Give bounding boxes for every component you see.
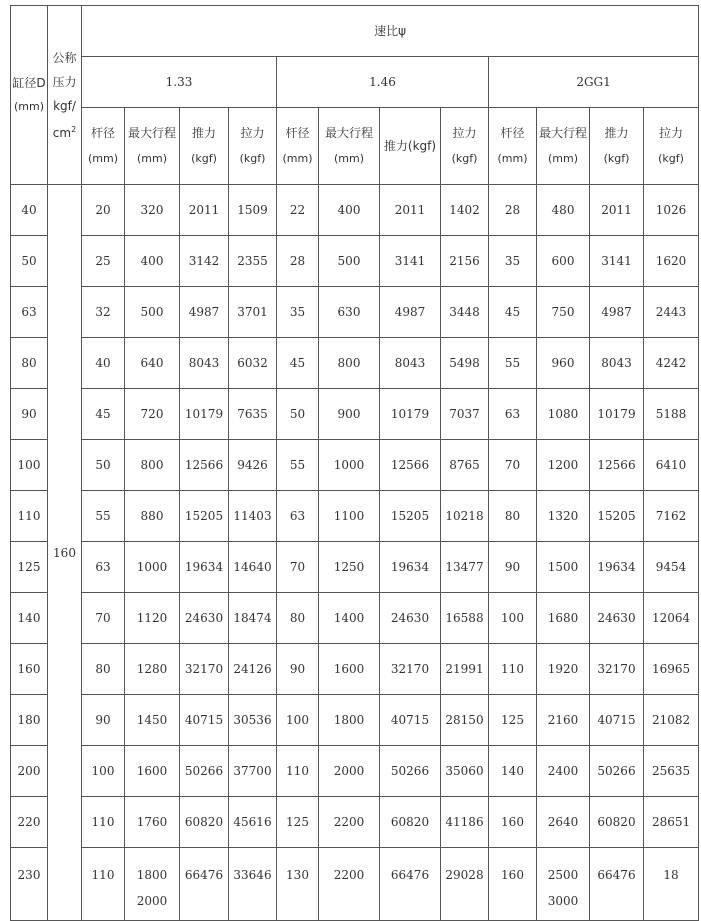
table-row	[11, 287, 699, 338]
value-cell: 50	[277, 389, 319, 440]
value-cell: 7037	[441, 389, 489, 440]
value-text-extra: 3000	[547, 894, 579, 908]
value-cell: 30536	[229, 695, 277, 746]
value-cell: 4987	[180, 287, 229, 338]
value-cell: 4242	[644, 338, 699, 389]
value-cell: 40	[82, 338, 125, 389]
value-cell: 35	[489, 236, 537, 287]
table-row	[11, 236, 699, 287]
value-cell: 28	[489, 185, 537, 236]
value-text: 160	[501, 868, 524, 882]
value-cell: 20	[82, 185, 125, 236]
value-cell: 41186	[441, 797, 489, 848]
col-header-unit: (kgf)	[239, 152, 266, 165]
value-cell: 28	[277, 236, 319, 287]
value-cell: 15205	[180, 491, 229, 542]
value-cell: 40715	[380, 695, 441, 746]
table-row	[11, 542, 699, 593]
value-cell: 110	[82, 797, 125, 848]
value-cell: 19634	[180, 542, 229, 593]
value-cell: 80	[82, 644, 125, 695]
value-cell: 90	[82, 695, 125, 746]
value-cell: 1800	[319, 695, 380, 746]
value-cell: 7162	[644, 491, 699, 542]
value-cell: 960	[537, 338, 590, 389]
value-cell: 70	[82, 593, 125, 644]
value-cell: 35	[277, 287, 319, 338]
value-cell	[380, 848, 441, 921]
ratio-header-3: 2GG1	[489, 57, 699, 108]
bore-unit: (mm)	[13, 100, 44, 113]
bore-cell: 230	[11, 848, 48, 921]
value-cell: 6032	[229, 338, 277, 389]
value-cell: 1620	[644, 236, 699, 287]
value-cell: 1080	[537, 389, 590, 440]
bore-cell: 40	[11, 185, 48, 236]
value-cell: 2011	[380, 185, 441, 236]
value-cell: 13477	[441, 542, 489, 593]
value-cell: 3141	[380, 236, 441, 287]
value-cell: 500	[125, 287, 180, 338]
bore-cell: 50	[11, 236, 48, 287]
value-text: 2500	[547, 868, 579, 882]
col-header-pull-force	[644, 108, 699, 185]
bore-cell: 90	[11, 389, 48, 440]
value-cell: 24630	[380, 593, 441, 644]
cylinder-spec-table	[10, 5, 699, 921]
col-header-push-force	[380, 108, 441, 185]
value-cell: 50	[82, 440, 125, 491]
value-cell: 1920	[537, 644, 590, 695]
table-row	[11, 593, 699, 644]
value-cell: 110	[277, 746, 319, 797]
value-cell: 720	[125, 389, 180, 440]
value-cell: 2640	[537, 797, 590, 848]
value-cell	[180, 848, 229, 921]
col-header-unit: (mm)	[333, 152, 364, 165]
value-cell: 2200	[319, 797, 380, 848]
value-cell: 12566	[180, 440, 229, 491]
col-header-label: 最大行程	[324, 126, 373, 140]
value-cell: 21991	[441, 644, 489, 695]
bore-cell: 220	[11, 797, 48, 848]
value-cell: 8043	[590, 338, 644, 389]
value-cell: 160	[489, 797, 537, 848]
value-cell: 2156	[441, 236, 489, 287]
col-header-pull-force	[441, 108, 489, 185]
value-cell: 32	[82, 287, 125, 338]
value-cell	[125, 848, 180, 921]
pressure-label-line3: kgf/	[53, 98, 76, 113]
pressure-cell: 160	[48, 185, 82, 921]
value-cell: 100	[82, 746, 125, 797]
col-header-label: 最大行程	[538, 126, 587, 140]
value-cell	[644, 848, 699, 921]
value-cell: 19634	[380, 542, 441, 593]
col-header-unit: (kgf)	[451, 152, 478, 165]
value-cell: 1402	[441, 185, 489, 236]
value-cell: 1760	[125, 797, 180, 848]
value-cell: 10179	[590, 389, 644, 440]
value-text: 110	[91, 868, 115, 882]
value-cell	[82, 848, 125, 921]
value-cell: 12566	[590, 440, 644, 491]
value-cell	[489, 848, 537, 921]
pressure-label-line4: $cm^2$	[52, 124, 77, 140]
table-row	[11, 491, 699, 542]
table-row	[11, 848, 699, 921]
value-text: 66476	[184, 868, 224, 882]
value-cell: 100	[277, 695, 319, 746]
value-cell: 50266	[180, 746, 229, 797]
value-cell: 2011	[180, 185, 229, 236]
value-text: 2200	[333, 868, 365, 882]
value-cell: 21082	[644, 695, 699, 746]
value-cell: 2400	[537, 746, 590, 797]
value-cell: 125	[277, 797, 319, 848]
value-cell: 1120	[125, 593, 180, 644]
col-header-rod-dia	[489, 108, 537, 185]
value-cell: 900	[319, 389, 380, 440]
value-cell: 2000	[319, 746, 380, 797]
value-cell: 80	[277, 593, 319, 644]
value-cell: 7635	[229, 389, 277, 440]
value-cell: 1509	[229, 185, 277, 236]
value-cell: 45616	[229, 797, 277, 848]
value-text: 1800	[136, 868, 168, 882]
table-row	[11, 695, 699, 746]
value-cell: 480	[537, 185, 590, 236]
value-cell: 600	[537, 236, 590, 287]
value-cell: 2355	[229, 236, 277, 287]
value-cell: 1400	[319, 593, 380, 644]
bore-label: 缸径D	[12, 76, 46, 90]
col-header-unit: (mm)	[136, 152, 167, 165]
value-cell: 9426	[229, 440, 277, 491]
value-cell: 16965	[644, 644, 699, 695]
value-cell: 80	[489, 491, 537, 542]
col-header-label: 拉力	[452, 126, 477, 140]
col-header-unit: (mm)	[87, 152, 118, 165]
value-cell: 4987	[380, 287, 441, 338]
value-cell: 8043	[180, 338, 229, 389]
ratio-header-2: 1.46	[277, 57, 489, 108]
bore-cell: 125	[11, 542, 48, 593]
value-text: 29028	[445, 868, 484, 882]
value-cell: 16588	[441, 593, 489, 644]
col-header-label: 推力	[191, 126, 216, 140]
value-cell: 1000	[125, 542, 180, 593]
value-cell: 70	[277, 542, 319, 593]
value-cell: 32170	[590, 644, 644, 695]
col-header-label: 推力	[604, 126, 629, 140]
value-cell: 3141	[590, 236, 644, 287]
value-cell: 18474	[229, 593, 277, 644]
value-cell: 15205	[590, 491, 644, 542]
value-cell: 63	[277, 491, 319, 542]
col-header-rod-dia	[277, 108, 319, 185]
value-cell: 1280	[125, 644, 180, 695]
col-header-push-force	[180, 108, 229, 185]
col-header-label: 拉力	[240, 126, 265, 140]
value-text: 33646	[233, 868, 272, 882]
value-cell: 37700	[229, 746, 277, 797]
value-text: 66476	[597, 868, 636, 882]
value-cell: 800	[125, 440, 180, 491]
bore-cell: 200	[11, 746, 48, 797]
value-cell: 1600	[319, 644, 380, 695]
value-cell: 32170	[380, 644, 441, 695]
value-cell: 2160	[537, 695, 590, 746]
value-cell: 1026	[644, 185, 699, 236]
value-cell: 10179	[180, 389, 229, 440]
col-header-max-stroke	[125, 108, 180, 185]
value-cell: 45	[489, 287, 537, 338]
col-header-label: 杆径	[90, 126, 115, 140]
value-text: 66476	[390, 868, 430, 882]
col-header-unit: (kgf)	[658, 152, 684, 165]
value-cell: 400	[319, 185, 380, 236]
value-cell: 90	[489, 542, 537, 593]
bore-cell: 160	[11, 644, 48, 695]
value-cell: 630	[319, 287, 380, 338]
bore-cell: 63	[11, 287, 48, 338]
value-cell: 35060	[441, 746, 489, 797]
value-cell	[537, 848, 590, 921]
value-cell: 63	[489, 389, 537, 440]
ratio-header-1: 1.33	[82, 57, 277, 108]
value-cell: 1320	[537, 491, 590, 542]
value-cell: 8043	[380, 338, 441, 389]
value-cell: 60820	[380, 797, 441, 848]
value-cell: 3142	[180, 236, 229, 287]
value-cell: 45	[277, 338, 319, 389]
value-cell: 9454	[644, 542, 699, 593]
value-cell: 100	[489, 593, 537, 644]
value-cell: 12566	[380, 440, 441, 491]
value-cell: 1000	[319, 440, 380, 491]
value-cell: 12064	[644, 593, 699, 644]
value-cell: 25	[82, 236, 125, 287]
col-header-label: 最大行程	[127, 126, 176, 140]
value-cell: 400	[125, 236, 180, 287]
bore-cell: 100	[11, 440, 48, 491]
value-cell: 63	[82, 542, 125, 593]
value-cell: 60820	[180, 797, 229, 848]
value-cell: 2443	[644, 287, 699, 338]
table-row	[11, 389, 699, 440]
value-cell: 1450	[125, 695, 180, 746]
value-cell: 10218	[441, 491, 489, 542]
value-cell: 28150	[441, 695, 489, 746]
bore-header	[11, 6, 48, 185]
value-cell	[441, 848, 489, 921]
pressure-label-line2: 压力	[52, 74, 77, 89]
col-header-max-stroke	[319, 108, 380, 185]
value-cell: 2011	[590, 185, 644, 236]
value-cell: 14640	[229, 542, 277, 593]
value-cell: 500	[319, 236, 380, 287]
value-cell: 5188	[644, 389, 699, 440]
value-cell: 5498	[441, 338, 489, 389]
value-cell: 11403	[229, 491, 277, 542]
value-cell: 24630	[180, 593, 229, 644]
value-cell: 140	[489, 746, 537, 797]
col-header-label: 杆径	[285, 126, 310, 140]
value-cell: 50266	[380, 746, 441, 797]
table-row	[11, 797, 699, 848]
value-cell: 32170	[180, 644, 229, 695]
value-cell: 880	[125, 491, 180, 542]
value-cell: 1100	[319, 491, 380, 542]
value-cell	[277, 848, 319, 921]
value-cell: 6410	[644, 440, 699, 491]
pressure-label-line1: 公称	[52, 50, 77, 65]
value-cell: 45	[82, 389, 125, 440]
value-cell	[590, 848, 644, 921]
value-cell: 125	[489, 695, 537, 746]
col-header-unit: (kgf)	[603, 152, 630, 165]
col-header-max-stroke	[537, 108, 590, 185]
value-cell: 90	[277, 644, 319, 695]
value-cell	[319, 848, 380, 921]
value-cell: 3701	[229, 287, 277, 338]
bore-cell: 140	[11, 593, 48, 644]
value-cell: 19634	[590, 542, 644, 593]
value-cell: 28651	[644, 797, 699, 848]
value-cell: 15205	[380, 491, 441, 542]
value-cell: 50266	[590, 746, 644, 797]
speed-ratio-header: 速比ψ	[82, 6, 699, 57]
value-text-extra: 2000	[136, 894, 168, 908]
col-header-pull-force	[229, 108, 277, 185]
value-cell: 10179	[380, 389, 441, 440]
value-cell: 1250	[319, 542, 380, 593]
bore-cell: 180	[11, 695, 48, 746]
table-row	[11, 185, 699, 236]
value-cell: 8765	[441, 440, 489, 491]
table-row	[11, 644, 699, 695]
col-header-push-force	[590, 108, 644, 185]
value-cell: 55	[277, 440, 319, 491]
col-header-unit: (mm)	[497, 152, 528, 165]
pressure-header	[48, 6, 82, 185]
value-cell: 4987	[590, 287, 644, 338]
value-cell: 70	[489, 440, 537, 491]
col-header-label: 杆径	[500, 126, 525, 140]
value-cell: 40715	[180, 695, 229, 746]
bore-cell: 110	[11, 491, 48, 542]
value-cell: 110	[489, 644, 537, 695]
value-cell: 24630	[590, 593, 644, 644]
bore-cell: 80	[11, 338, 48, 389]
table-row	[11, 338, 699, 389]
value-text: 18	[663, 868, 679, 882]
value-cell: 22	[277, 185, 319, 236]
col-header-label: 拉力	[659, 126, 684, 140]
value-cell: 1500	[537, 542, 590, 593]
value-cell: 60820	[590, 797, 644, 848]
value-cell: 320	[125, 185, 180, 236]
value-text: 130	[286, 868, 309, 882]
value-cell: 750	[537, 287, 590, 338]
value-cell: 1680	[537, 593, 590, 644]
value-cell: 55	[489, 338, 537, 389]
col-header-label: 推力(kgf)	[383, 139, 437, 153]
value-cell: 25635	[644, 746, 699, 797]
col-header-unit: (mm)	[547, 152, 578, 165]
value-cell: 800	[319, 338, 380, 389]
value-cell: 1200	[537, 440, 590, 491]
col-header-rod-dia	[82, 108, 125, 185]
value-cell: 3448	[441, 287, 489, 338]
table-row	[11, 746, 699, 797]
table-row	[11, 440, 699, 491]
value-cell: 640	[125, 338, 180, 389]
value-cell: 24126	[229, 644, 277, 695]
value-cell: 1600	[125, 746, 180, 797]
value-cell: 55	[82, 491, 125, 542]
value-cell	[229, 848, 277, 921]
col-header-unit: (mm)	[282, 152, 313, 165]
value-cell: 40715	[590, 695, 644, 746]
col-header-unit: (kgf)	[191, 152, 217, 165]
